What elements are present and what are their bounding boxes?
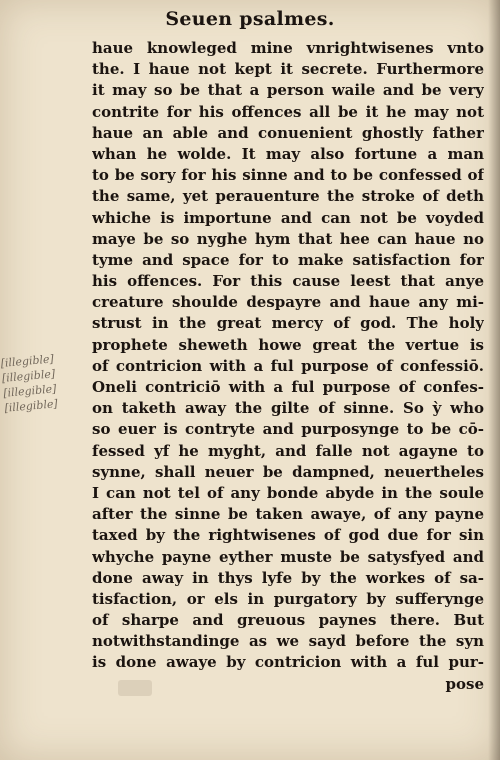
marginalia-line: [illegible] bbox=[0, 352, 55, 370]
text-line: haue an able and conuenient ghostly father bbox=[92, 123, 484, 142]
text-line: it may so be that a person waile and be very bbox=[92, 81, 484, 100]
marginalia-line: [illegible] bbox=[2, 382, 57, 400]
text-line: the. I haue not kept it secrete. Furthermore bbox=[92, 60, 484, 79]
text-line: so euer is contryte and purposynge to be cō- bbox=[92, 420, 484, 439]
text-line: whyche payne eyther muste be satysfyed and bbox=[92, 547, 484, 566]
text-line: maye be so nyghe hym that hee can haue no bbox=[92, 229, 484, 248]
text-line: I can not tel of any bonde abyde in the soule bbox=[92, 483, 484, 502]
text-line: strust in the great mercy of god. The holy bbox=[92, 314, 484, 333]
text-line: his offences. For this cause leest that anye bbox=[92, 272, 484, 291]
text-line: Oneli contriciō with a ful purpose of confes- bbox=[92, 378, 484, 396]
faint-stamp-mark bbox=[118, 680, 152, 696]
marginalia-line: [illegible] bbox=[1, 367, 56, 385]
text-line: whan he wolde. It may also fortune a man bbox=[92, 144, 484, 163]
text-line: of sharpe and greuous paynes there. But bbox=[92, 611, 484, 630]
text-line: creature shoulde despayre and haue any mi- bbox=[92, 293, 484, 312]
blackletter-text-block bbox=[92, 38, 484, 695]
text-line: whiche is importune and can not be voyded bbox=[92, 208, 484, 227]
text-line: the same, yet perauenture the stroke of deth bbox=[92, 187, 484, 206]
running-head: Seuen psalmes. bbox=[165, 8, 335, 30]
text-line: to be sory for his sinne and to be confessed of bbox=[92, 166, 484, 185]
marginalia-line: [illegible] bbox=[4, 397, 59, 415]
text-line: prophete sheweth howe great the vertue is bbox=[92, 335, 484, 354]
handwritten-marginalia bbox=[0, 348, 97, 416]
gutter-shadow bbox=[488, 0, 500, 760]
text-line: notwithstandinge as we sayd before the syn bbox=[92, 632, 484, 651]
text-line: after the sinne be taken awaye, of any payne bbox=[92, 505, 484, 524]
text-line: of contricion with a ful purpose of confessiō. bbox=[92, 356, 484, 375]
text-line: is done awaye by contricion with a ful pur- bbox=[92, 653, 484, 672]
text-line: done away in thys lyfe by the workes of sa- bbox=[92, 568, 484, 587]
catchword: pose bbox=[445, 674, 484, 693]
text-line: taxed by the rightwisenes of god due for sin bbox=[92, 526, 484, 545]
text-line: tyme and space for to make satisfaction for bbox=[92, 250, 484, 269]
text-line: on taketh away the gilte of sinne. So ỳ who bbox=[92, 399, 484, 418]
text-line: contrite for his offences all be it he may not bbox=[92, 102, 484, 121]
text-line: tisfaction, or els in purgatory by sufferynge bbox=[92, 589, 484, 608]
text-line: haue knowleged mine vnrightwisenes vnto bbox=[92, 39, 484, 57]
text-line: synne, shall neuer be dampned, neuertheles bbox=[92, 462, 484, 481]
text-line: fessed yf he myght, and falle not agayne to bbox=[92, 441, 484, 460]
